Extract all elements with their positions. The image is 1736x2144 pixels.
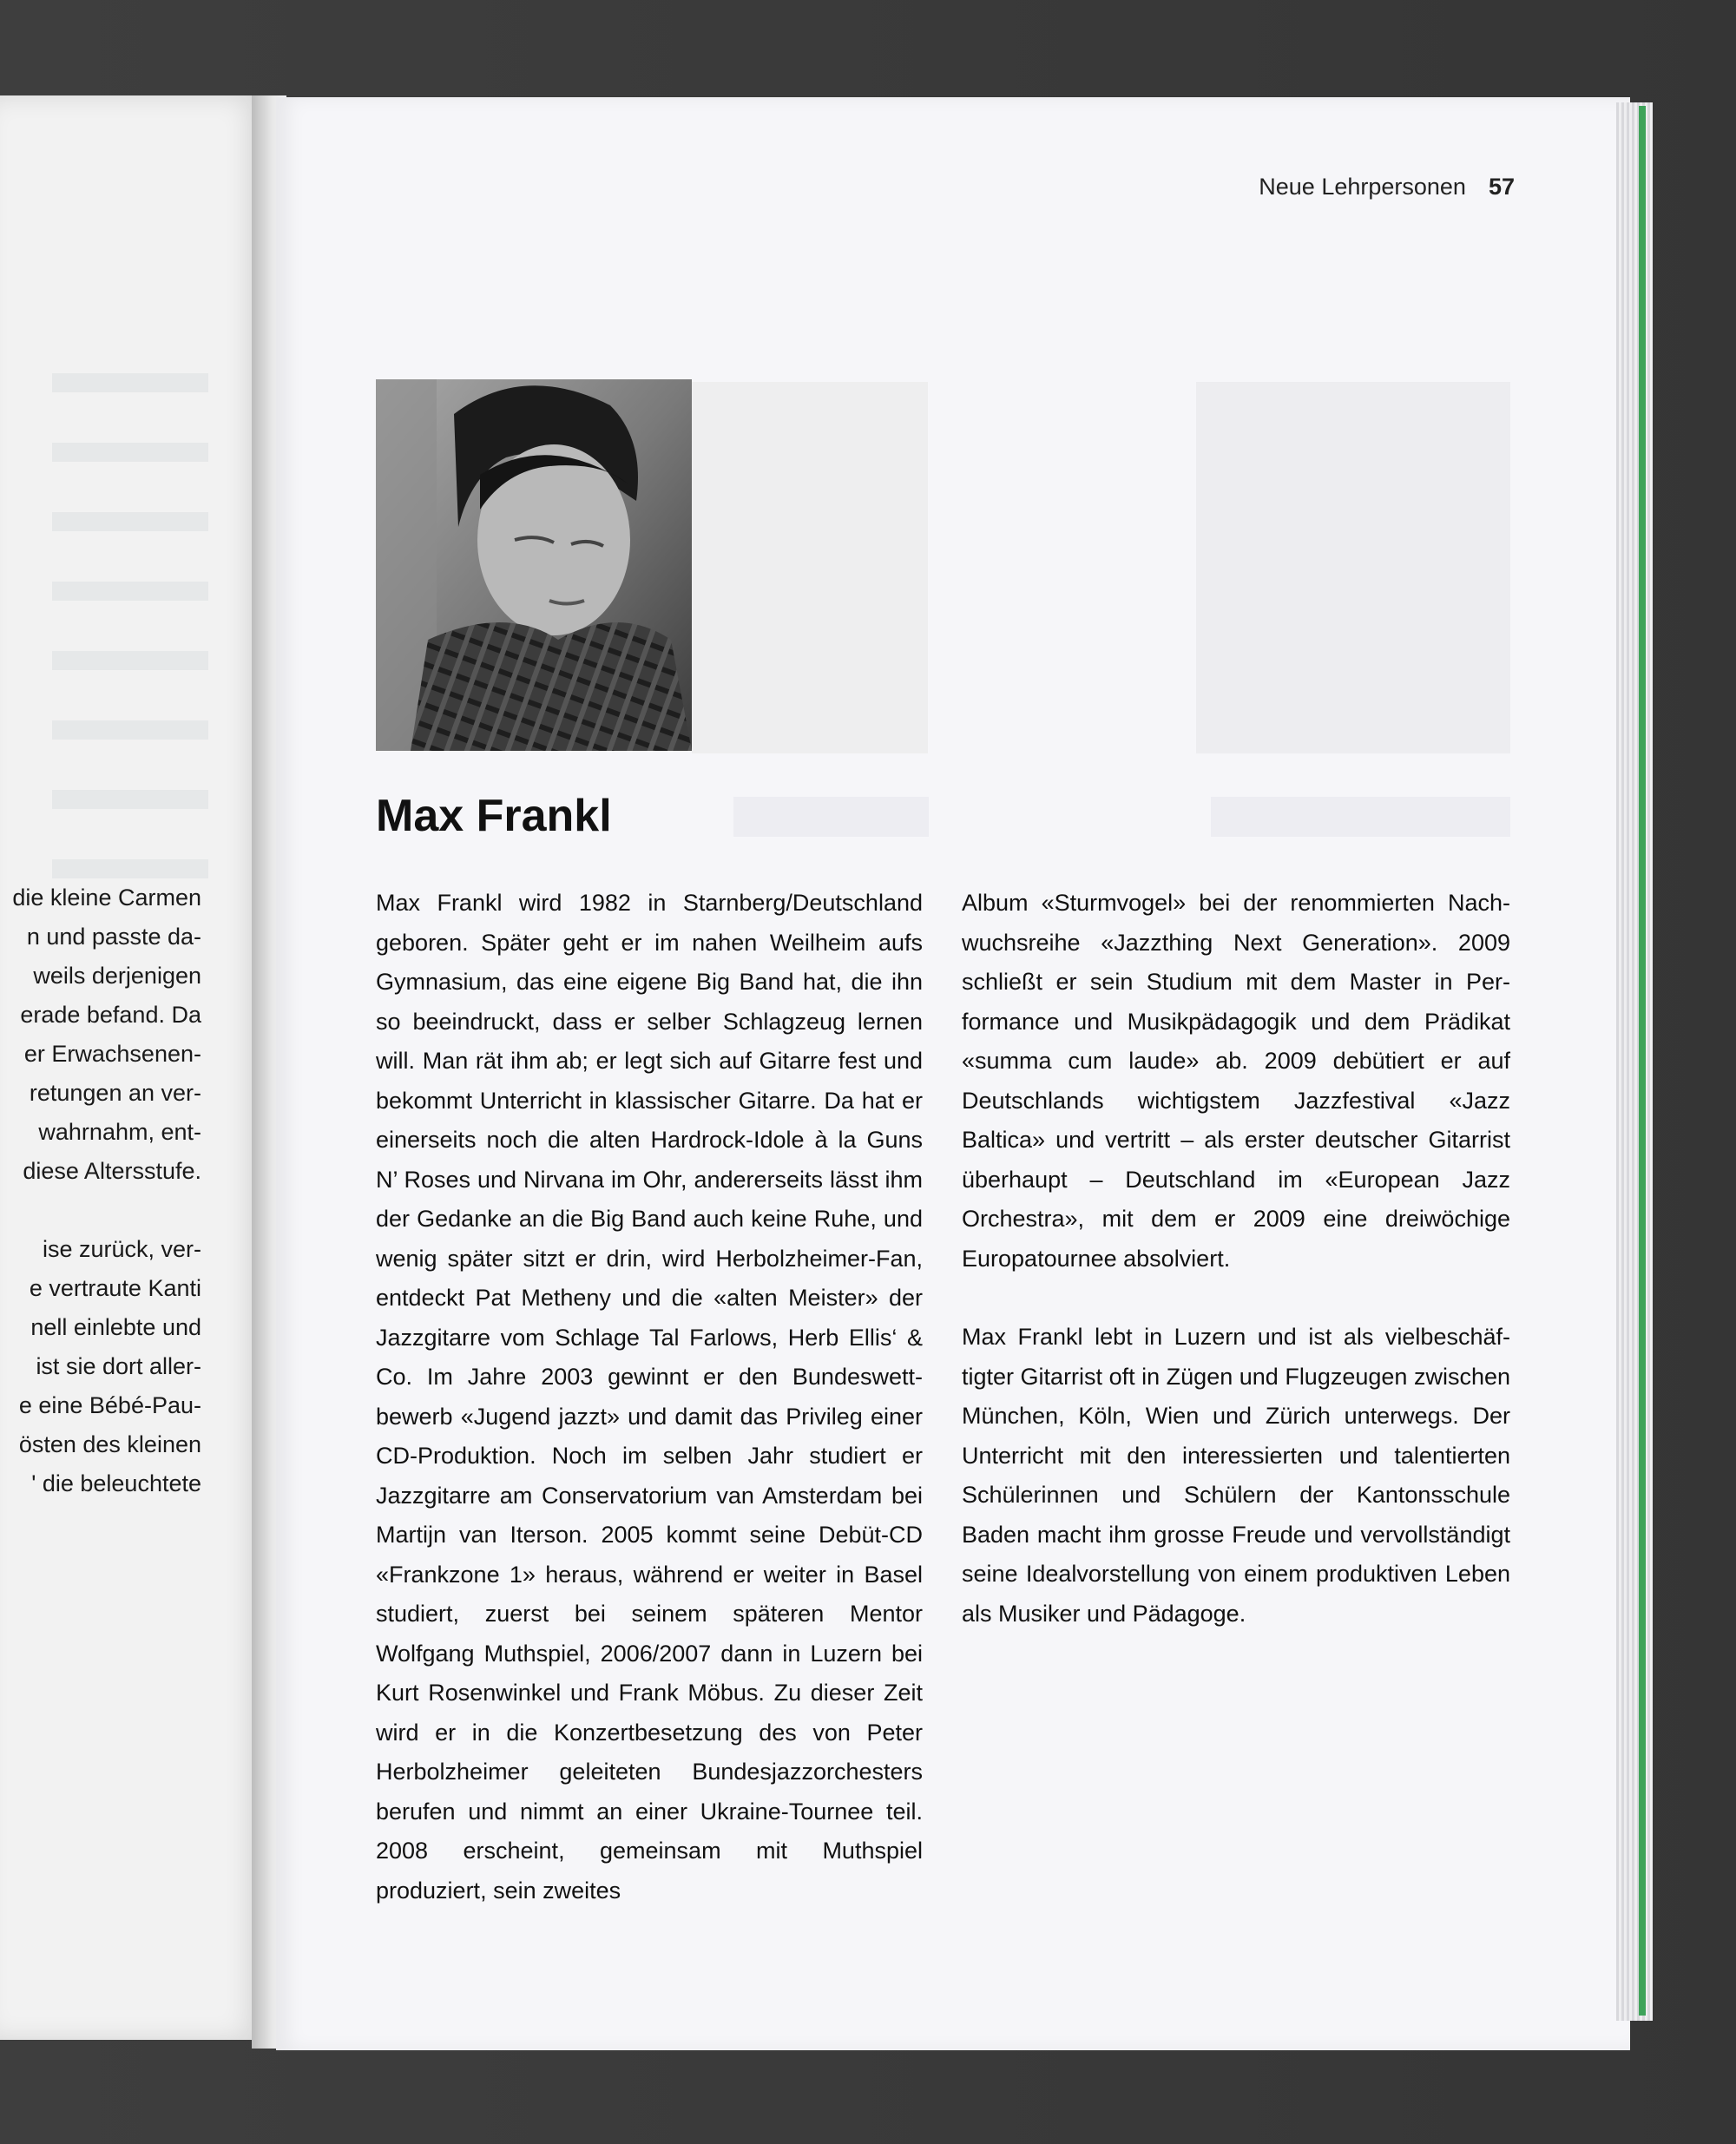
page-edges xyxy=(1616,102,1653,2021)
bleed-through-text xyxy=(52,443,208,462)
body-column-1 xyxy=(376,884,923,1911)
bleed-through-text xyxy=(52,512,208,531)
portrait-illustration xyxy=(376,379,692,751)
bleed-through-text xyxy=(52,790,208,809)
left-page-line: ise zurück, ver- xyxy=(42,1236,201,1262)
profile-name: Max Frankl xyxy=(376,791,612,841)
left-page-line: die kleine Carmen xyxy=(12,885,201,911)
left-page-line: n und passte da- xyxy=(26,924,201,950)
left-page xyxy=(0,95,265,2040)
bleed-through-text xyxy=(52,651,208,670)
left-page-line: erade befand. Da xyxy=(20,1002,201,1028)
left-page-line: nell einlebte und xyxy=(30,1314,201,1340)
body-paragraph: Album «Sturmvogel» bei der renommierten Nachwuchsreihe «Jazzthing Next Generation». 2009 schließt er sein Studium mit dem Master in Performance und Musikpädagogik und dem Prädikat «summa cum laude» ab. 2009 debütiert er auf Deutschlands wichtigstem Jazzfestival «Jazz Baltica» und vertritt – als erster deutscher Gitarrist überhaupt – Deutschland im «European Jazz Orchestra», mit dem er 2009 eine dreiwöchige Europatournee absolviert. xyxy=(962,890,1510,1272)
bleed-through-text xyxy=(52,720,208,740)
left-page-line: wahrnahm, ent- xyxy=(38,1119,201,1145)
section-title: Neue Lehrpersonen xyxy=(1259,174,1466,200)
left-page-line: e vertraute Kanti xyxy=(29,1275,201,1301)
left-page-line: ist sie dort aller- xyxy=(36,1353,201,1379)
left-page-line: ' die beleuchtete xyxy=(31,1470,201,1496)
bleed-through-photo xyxy=(1196,382,1510,753)
left-page-line: weils derjenigen xyxy=(33,963,201,989)
body-paragraph: Max Frankl lebt in Luzern und ist als vielbeschäftigter Gitarrist oft in Zügen und Flugzeugen zwischen München, Köln, Wien und Zürich unterwegs. Der Unterricht mit den interessierten und talentierten Schülerinnen und Schülern der Kantonsschule Baden macht ihm grosse Freude und vervollständigt seine Idealvorstellung von einem produktiven Leben als Musiker und Pädagoge. xyxy=(962,1324,1510,1627)
bleed-through-text xyxy=(52,859,208,878)
left-page-line: er Erwachsenen- xyxy=(23,1041,201,1067)
left-page-line: e eine Bébé-Pau- xyxy=(18,1392,201,1418)
bleed-through-photo xyxy=(692,382,928,753)
bleed-through-title xyxy=(733,797,929,837)
bleed-through-text xyxy=(52,373,208,392)
running-header xyxy=(1259,174,1515,201)
page-number: 57 xyxy=(1488,174,1515,200)
portrait-photo xyxy=(376,379,692,751)
left-page-line: diese Altersstufe. xyxy=(23,1158,201,1184)
bleed-through-title xyxy=(1211,797,1510,837)
body-paragraph: Max Frankl wird 1982 in Starnberg/Deutschland geboren. Später geht er im nahen Weilheim aufs Gymnasium, das eine eigene Big Band hat, die ihn so beeindruckt, dass er selber Schlagzeug lernen will. Man rät ihm ab; er legt sich auf Gitarre fest und bekommt Unterricht in klassischer Gitarre. Da hat er einerseits noch die alten Hardrock-Idole à la Guns N’ Roses und Nirvana im Ohr, andererseits lässt ihm der Gedanke an die Big Band auch keine Ruhe, und wenig später sitzt er drin, wird Herbolzheimer-Fan, entdeckt Pat Metheny und die «alten Meister» der Jazzgitarre vom Schlage Tal Farlows, Herb Ellis‘ & Co. Im Jahre 2003 gewinnt er den Bundeswettbewerb «Jugend jazzt» und damit das Privileg einer CD-Produktion. Noch im selben Jahr studiert er Jazzgitarre am Conservatorium van Amsterdam bei Martijn van Iterson. 2005 kommt seine Debüt-CD «Frankzone 1» heraus, während er weiter in Basel studiert, zuerst bei seinem späteren Mentor Wolfgang Muthspiel, 2006/2007 dann in Luzern bei Kurt Rosenwinkel und Frank Möbus. Zu dieser Zeit wird er in die Konzertbesetzung des von Peter Herbolzheimer geleiteten Bundesjazzorchesters berufen und nimmt an einer Ukraine-Tournee teil. 2008 erscheint, gemeinsam mit Muthspiel produziert, sein zweites xyxy=(376,890,923,1904)
body-column-2 xyxy=(962,884,1510,1634)
cover-edge xyxy=(1639,106,1646,2016)
left-page-line: retungen an ver- xyxy=(29,1080,201,1106)
bleed-through-text xyxy=(52,582,208,601)
left-page-line: östen des kleinen xyxy=(18,1431,201,1457)
